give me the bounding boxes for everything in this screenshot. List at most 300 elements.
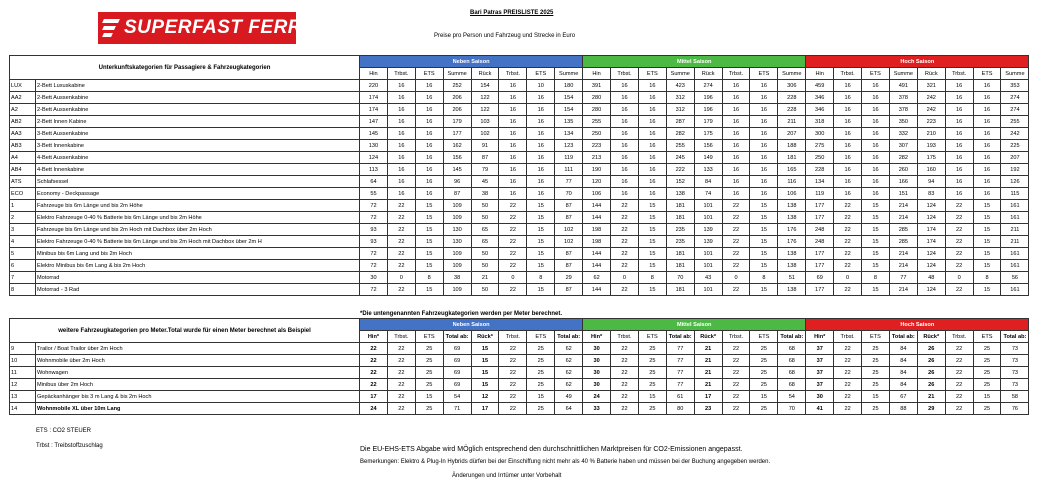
- column-header: ETS: [415, 331, 443, 343]
- price-cell: 193: [917, 140, 945, 152]
- price-cell: 16: [862, 92, 890, 104]
- price-cell: 15: [973, 224, 1001, 236]
- price-cell: 206: [443, 92, 471, 104]
- price-cell: 72: [360, 212, 388, 224]
- table-row: [10, 272, 1029, 284]
- price-cell: 15: [638, 236, 666, 248]
- row-label: Gepäckanhänger bis 3 m Lang & bis 2m Hoch: [36, 391, 360, 403]
- footer-eu-note: Die EU-EHS-ETS Abgabe wird MÖglich entsprechend den durchschnittlichen Marktpreisen für CO2-Emissionen angepasst.: [360, 446, 743, 453]
- price-cell: 22: [722, 284, 750, 296]
- price-cell: 71: [443, 403, 471, 415]
- price-cell: 69: [443, 355, 471, 367]
- price-cell: 15: [862, 236, 890, 248]
- row-code: 1: [10, 200, 36, 212]
- column-header: Summe: [443, 68, 471, 80]
- column-header: Total ab:: [1001, 331, 1029, 343]
- price-cell: 179: [443, 116, 471, 128]
- price-cell: 225: [1001, 140, 1029, 152]
- price-cell: 15: [415, 260, 443, 272]
- table-row: [10, 284, 1029, 296]
- price-cell: 16: [527, 140, 555, 152]
- price-cell: 491: [889, 80, 917, 92]
- price-cell: 346: [806, 92, 834, 104]
- price-cell: 174: [917, 236, 945, 248]
- column-header: ETS: [638, 68, 666, 80]
- price-cell: 115: [1001, 188, 1029, 200]
- column-header: Summe: [555, 68, 583, 80]
- price-cell: 22: [722, 200, 750, 212]
- price-cell: 25: [862, 379, 890, 391]
- price-cell: 50: [471, 248, 499, 260]
- price-cell: 22: [499, 343, 527, 355]
- price-cell: 16: [973, 128, 1001, 140]
- price-cell: 274: [1001, 104, 1029, 116]
- price-cell: 15: [638, 200, 666, 212]
- column-header: Trbst.: [611, 331, 639, 343]
- price-cell: 423: [666, 80, 694, 92]
- price-cell: 300: [806, 128, 834, 140]
- price-cell: 211: [1001, 224, 1029, 236]
- table-row: [10, 92, 1029, 104]
- column-header: Summe: [1001, 68, 1029, 80]
- price-cell: 16: [722, 140, 750, 152]
- price-cell: 177: [443, 128, 471, 140]
- price-cell: 175: [694, 128, 722, 140]
- column-header: Trbst.: [611, 68, 639, 80]
- price-cell: 138: [778, 260, 806, 272]
- price-cell: 22: [611, 248, 639, 260]
- price-cell: 16: [750, 116, 778, 128]
- price-cell: 16: [415, 92, 443, 104]
- price-cell: 22: [499, 355, 527, 367]
- price-cell: 16: [722, 92, 750, 104]
- price-cell: 16: [862, 128, 890, 140]
- price-cell: 16: [611, 104, 639, 116]
- price-cell: 156: [694, 140, 722, 152]
- price-cell: 30: [583, 343, 611, 355]
- price-cell: 16: [611, 176, 639, 188]
- price-cell: 15: [973, 248, 1001, 260]
- price-cell: 16: [638, 128, 666, 140]
- price-cell: 16: [415, 176, 443, 188]
- price-cell: 174: [360, 92, 388, 104]
- row-code: 14: [10, 403, 36, 415]
- price-cell: 210: [917, 128, 945, 140]
- price-cell: 113: [360, 164, 388, 176]
- price-cell: 16: [611, 116, 639, 128]
- column-header: ETS: [862, 331, 890, 343]
- price-cell: 16: [834, 80, 862, 92]
- price-cell: 16: [638, 80, 666, 92]
- price-cell: 242: [917, 92, 945, 104]
- price-cell: 16: [945, 92, 973, 104]
- row-code: 8: [10, 284, 36, 296]
- price-cell: 15: [471, 355, 499, 367]
- price-cell: 160: [917, 164, 945, 176]
- column-header: ETS: [750, 68, 778, 80]
- row-label: 3-Bett Aussenkabine: [36, 128, 360, 140]
- column-header: Trbst.: [945, 68, 973, 80]
- price-cell: 16: [611, 140, 639, 152]
- price-cell: 16: [945, 104, 973, 116]
- price-cell: 15: [862, 284, 890, 296]
- price-cell: 29: [555, 272, 583, 284]
- price-cell: 213: [583, 152, 611, 164]
- price-cell: 15: [415, 224, 443, 236]
- price-cell: 22: [387, 343, 415, 355]
- price-cell: 0: [945, 272, 973, 284]
- price-cell: 162: [443, 140, 471, 152]
- price-cell: 174: [360, 104, 388, 116]
- price-cell: 177: [806, 248, 834, 260]
- price-cell: 109: [443, 200, 471, 212]
- price-cell: 22: [611, 212, 639, 224]
- price-cell: 16: [862, 188, 890, 200]
- row-label: 3-Bett Innenkabine: [36, 140, 360, 152]
- price-cell: 84: [889, 367, 917, 379]
- price-cell: 16: [499, 92, 527, 104]
- price-cell: 124: [917, 200, 945, 212]
- price-cell: 144: [583, 284, 611, 296]
- price-cell: 214: [889, 260, 917, 272]
- price-cell: 177: [806, 212, 834, 224]
- price-cell: 22: [387, 224, 415, 236]
- price-cell: 88: [889, 403, 917, 415]
- column-header: Rück*: [694, 331, 722, 343]
- column-header: Trbst.: [499, 68, 527, 80]
- row-code: AB4: [10, 164, 36, 176]
- price-cell: 87: [555, 212, 583, 224]
- table-row: [10, 343, 1029, 355]
- price-cell: 16: [415, 80, 443, 92]
- table-row: [10, 200, 1029, 212]
- column-header: Summe: [889, 68, 917, 80]
- price-cell: 22: [945, 248, 973, 260]
- price-cell: 30: [360, 272, 388, 284]
- price-cell: 255: [583, 116, 611, 128]
- row-code: 2: [10, 212, 36, 224]
- column-header: Total ab:: [778, 331, 806, 343]
- price-cell: 16: [415, 128, 443, 140]
- price-cell: 70: [666, 272, 694, 284]
- price-cell: 16: [527, 128, 555, 140]
- price-cell: 250: [583, 128, 611, 140]
- table-row: [10, 152, 1029, 164]
- price-cell: 26: [917, 367, 945, 379]
- price-cell: 16: [499, 104, 527, 116]
- price-cell: 37: [806, 367, 834, 379]
- row-code: 7: [10, 272, 36, 284]
- price-cell: 26: [917, 343, 945, 355]
- table-row: [10, 403, 1029, 415]
- price-cell: 16: [499, 128, 527, 140]
- price-cell: 280: [583, 104, 611, 116]
- price-cell: 138: [778, 212, 806, 224]
- price-cell: 25: [415, 379, 443, 391]
- price-cell: 70: [555, 188, 583, 200]
- row-label: Fahrzeuge bis 6m Länge und bis 2m Höhe: [36, 200, 360, 212]
- price-cell: 0: [834, 272, 862, 284]
- price-cell: 22: [499, 403, 527, 415]
- price-cell: 306: [778, 80, 806, 92]
- price-cell: 175: [917, 152, 945, 164]
- table-row: [10, 355, 1029, 367]
- price-cell: 16: [834, 92, 862, 104]
- table-row: [10, 128, 1029, 140]
- price-cell: 21: [694, 343, 722, 355]
- price-cell: 165: [778, 164, 806, 176]
- column-header: Trbst.: [722, 331, 750, 343]
- price-cell: 16: [722, 116, 750, 128]
- row-label: Economy - Deckpassage: [36, 188, 360, 200]
- price-cell: 179: [694, 116, 722, 128]
- price-cell: 248: [806, 236, 834, 248]
- price-cell: 10: [527, 80, 555, 92]
- price-cell: 24: [360, 403, 388, 415]
- price-cell: 94: [917, 176, 945, 188]
- column-header: Hin: [360, 68, 388, 80]
- price-cell: 16: [499, 176, 527, 188]
- price-cell: 275: [806, 140, 834, 152]
- price-cell: 33: [583, 403, 611, 415]
- row-label: Wohnwagen: [36, 367, 360, 379]
- price-cell: 119: [806, 188, 834, 200]
- price-cell: 84: [889, 343, 917, 355]
- price-cell: 318: [806, 116, 834, 128]
- table-row: [10, 116, 1029, 128]
- price-cell: 16: [722, 152, 750, 164]
- price-cell: 22: [611, 343, 639, 355]
- price-cell: 211: [778, 116, 806, 128]
- row-label: Elektro Minibus bis 6m Lang & bis 2m Hoch: [36, 260, 360, 272]
- price-cell: 62: [555, 343, 583, 355]
- price-cell: 22: [945, 391, 973, 403]
- price-cell: 16: [945, 140, 973, 152]
- price-cell: 76: [1001, 403, 1029, 415]
- price-cell: 16: [973, 116, 1001, 128]
- price-cell: 16: [945, 152, 973, 164]
- price-cell: 16: [834, 104, 862, 116]
- price-cell: 41: [806, 403, 834, 415]
- column-header: ETS: [973, 68, 1001, 80]
- price-cell: 139: [694, 224, 722, 236]
- price-cell: 22: [945, 343, 973, 355]
- price-cell: 12: [471, 391, 499, 403]
- price-cell: 65: [471, 224, 499, 236]
- price-cell: 176: [778, 224, 806, 236]
- row-label: Trailor / Boat Trailor über 2m Hoch: [36, 343, 360, 355]
- price-cell: 15: [973, 236, 1001, 248]
- price-cell: 22: [945, 355, 973, 367]
- price-cell: 73: [1001, 355, 1029, 367]
- column-header: Summe: [666, 68, 694, 80]
- price-cell: 48: [917, 272, 945, 284]
- price-cell: 101: [694, 200, 722, 212]
- price-cell: 83: [917, 188, 945, 200]
- price-cell: 50: [471, 260, 499, 272]
- price-cell: 15: [415, 391, 443, 403]
- price-cell: 124: [360, 152, 388, 164]
- price-cell: 15: [862, 260, 890, 272]
- price-cell: 161: [1001, 284, 1029, 296]
- column-header: Summe: [778, 68, 806, 80]
- row-label: 2-Bett Aussenkabine: [36, 104, 360, 116]
- price-cell: 77: [889, 272, 917, 284]
- price-cell: 77: [666, 343, 694, 355]
- price-cell: 38: [471, 188, 499, 200]
- column-header: Rück*: [471, 331, 499, 343]
- category-header: Unterkunftskategorien für Passagiere & Fahrzeugkategorien: [10, 56, 360, 80]
- price-cell: 138: [778, 200, 806, 212]
- row-code: 10: [10, 355, 36, 367]
- price-cell: 0: [611, 272, 639, 284]
- price-cell: 25: [750, 367, 778, 379]
- price-cell: 144: [583, 248, 611, 260]
- price-cell: 16: [499, 164, 527, 176]
- row-code: 12: [10, 379, 36, 391]
- price-cell: 25: [750, 403, 778, 415]
- table-row: [10, 236, 1029, 248]
- price-cell: 102: [555, 236, 583, 248]
- price-cell: 15: [638, 260, 666, 272]
- row-code: AB3: [10, 140, 36, 152]
- price-cell: 22: [945, 284, 973, 296]
- row-code: LUX: [10, 80, 36, 92]
- price-cell: 25: [862, 367, 890, 379]
- price-cell: 154: [471, 80, 499, 92]
- price-cell: 16: [415, 104, 443, 116]
- row-code: 11: [10, 367, 36, 379]
- price-cell: 22: [945, 260, 973, 272]
- price-cell: 133: [694, 164, 722, 176]
- price-cell: 16: [499, 80, 527, 92]
- price-cell: 222: [666, 164, 694, 176]
- price-cell: 15: [471, 343, 499, 355]
- price-cell: 22: [611, 403, 639, 415]
- price-cell: 15: [862, 391, 890, 403]
- price-cell: 151: [889, 188, 917, 200]
- price-cell: 15: [973, 391, 1001, 403]
- price-cell: 16: [499, 140, 527, 152]
- price-cell: 16: [862, 140, 890, 152]
- row-label: Minibus über 2m Hoch: [36, 379, 360, 391]
- price-cell: 16: [945, 80, 973, 92]
- price-cell: 16: [638, 92, 666, 104]
- price-cell: 37: [806, 343, 834, 355]
- price-cell: 93: [360, 236, 388, 248]
- price-cell: 126: [1001, 176, 1029, 188]
- price-cell: 174: [917, 224, 945, 236]
- price-cell: 196: [694, 92, 722, 104]
- price-cell: 161: [1001, 260, 1029, 272]
- price-cell: 16: [415, 164, 443, 176]
- price-cell: 22: [945, 224, 973, 236]
- price-cell: 145: [360, 128, 388, 140]
- price-cell: 15: [750, 260, 778, 272]
- price-cell: 378: [889, 92, 917, 104]
- price-cell: 22: [722, 260, 750, 272]
- price-cell: 16: [527, 104, 555, 116]
- price-cell: 93: [360, 224, 388, 236]
- price-cell: 166: [889, 176, 917, 188]
- price-cell: 73: [1001, 379, 1029, 391]
- price-cell: 15: [862, 212, 890, 224]
- price-cell: 228: [778, 92, 806, 104]
- column-header: Trbst.: [834, 68, 862, 80]
- price-cell: 15: [527, 284, 555, 296]
- price-cell: 16: [387, 116, 415, 128]
- price-cell: 87: [555, 260, 583, 272]
- footer-remarks: Bemerkungen: Elektro & Plug-In Hybrids dürfen bei der Einschiffung nicht mehr als 40 % Batterie haben und müssen bei der Buchung angegeben werden.: [360, 459, 771, 465]
- price-cell: 147: [360, 116, 388, 128]
- price-cell: 96: [443, 176, 471, 188]
- price-cell: 16: [611, 152, 639, 164]
- price-cell: 391: [583, 80, 611, 92]
- price-cell: 22: [722, 391, 750, 403]
- price-cell: 62: [555, 355, 583, 367]
- price-cell: 0: [499, 272, 527, 284]
- price-cell: 65: [471, 236, 499, 248]
- column-header: Hin*: [360, 331, 388, 343]
- price-cell: 25: [527, 367, 555, 379]
- price-cell: 22: [387, 367, 415, 379]
- price-cell: 72: [360, 284, 388, 296]
- price-cell: 16: [415, 152, 443, 164]
- price-cell: 350: [889, 116, 917, 128]
- price-cell: 228: [806, 164, 834, 176]
- column-header: Total ab:: [889, 331, 917, 343]
- price-cell: 16: [638, 188, 666, 200]
- price-cell: 25: [862, 355, 890, 367]
- price-cell: 332: [889, 128, 917, 140]
- price-cell: 25: [638, 403, 666, 415]
- price-cell: 207: [1001, 152, 1029, 164]
- price-cell: 73: [1001, 367, 1029, 379]
- price-cell: 15: [638, 224, 666, 236]
- price-cell: 16: [611, 80, 639, 92]
- price-cell: 245: [666, 152, 694, 164]
- price-cell: 69: [443, 379, 471, 391]
- price-cell: 16: [638, 164, 666, 176]
- price-cell: 312: [666, 104, 694, 116]
- price-cell: 15: [527, 200, 555, 212]
- price-cell: 15: [415, 284, 443, 296]
- row-code: AA3: [10, 128, 36, 140]
- price-cell: 21: [917, 391, 945, 403]
- row-code: 13: [10, 391, 36, 403]
- row-label: 2-Bett Innen Kabine: [36, 116, 360, 128]
- price-cell: 8: [973, 272, 1001, 284]
- price-cell: 22: [611, 284, 639, 296]
- price-cell: 15: [973, 284, 1001, 296]
- footer-trbst: Trbst : Treibstoffzuschlag: [36, 443, 103, 449]
- price-cell: 214: [889, 284, 917, 296]
- price-cell: 70: [778, 403, 806, 415]
- price-cell: 16: [387, 164, 415, 176]
- price-cell: 101: [694, 260, 722, 272]
- price-cell: 22: [945, 403, 973, 415]
- price-cell: 15: [750, 224, 778, 236]
- price-cell: 16: [415, 140, 443, 152]
- price-cell: 22: [945, 379, 973, 391]
- season-header: Mittel Saison: [583, 319, 806, 331]
- price-cell: 22: [499, 200, 527, 212]
- price-cell: 15: [638, 248, 666, 260]
- table-row: [10, 391, 1029, 403]
- price-cell: 22: [945, 200, 973, 212]
- price-cell: 16: [722, 128, 750, 140]
- price-cell: 22: [499, 367, 527, 379]
